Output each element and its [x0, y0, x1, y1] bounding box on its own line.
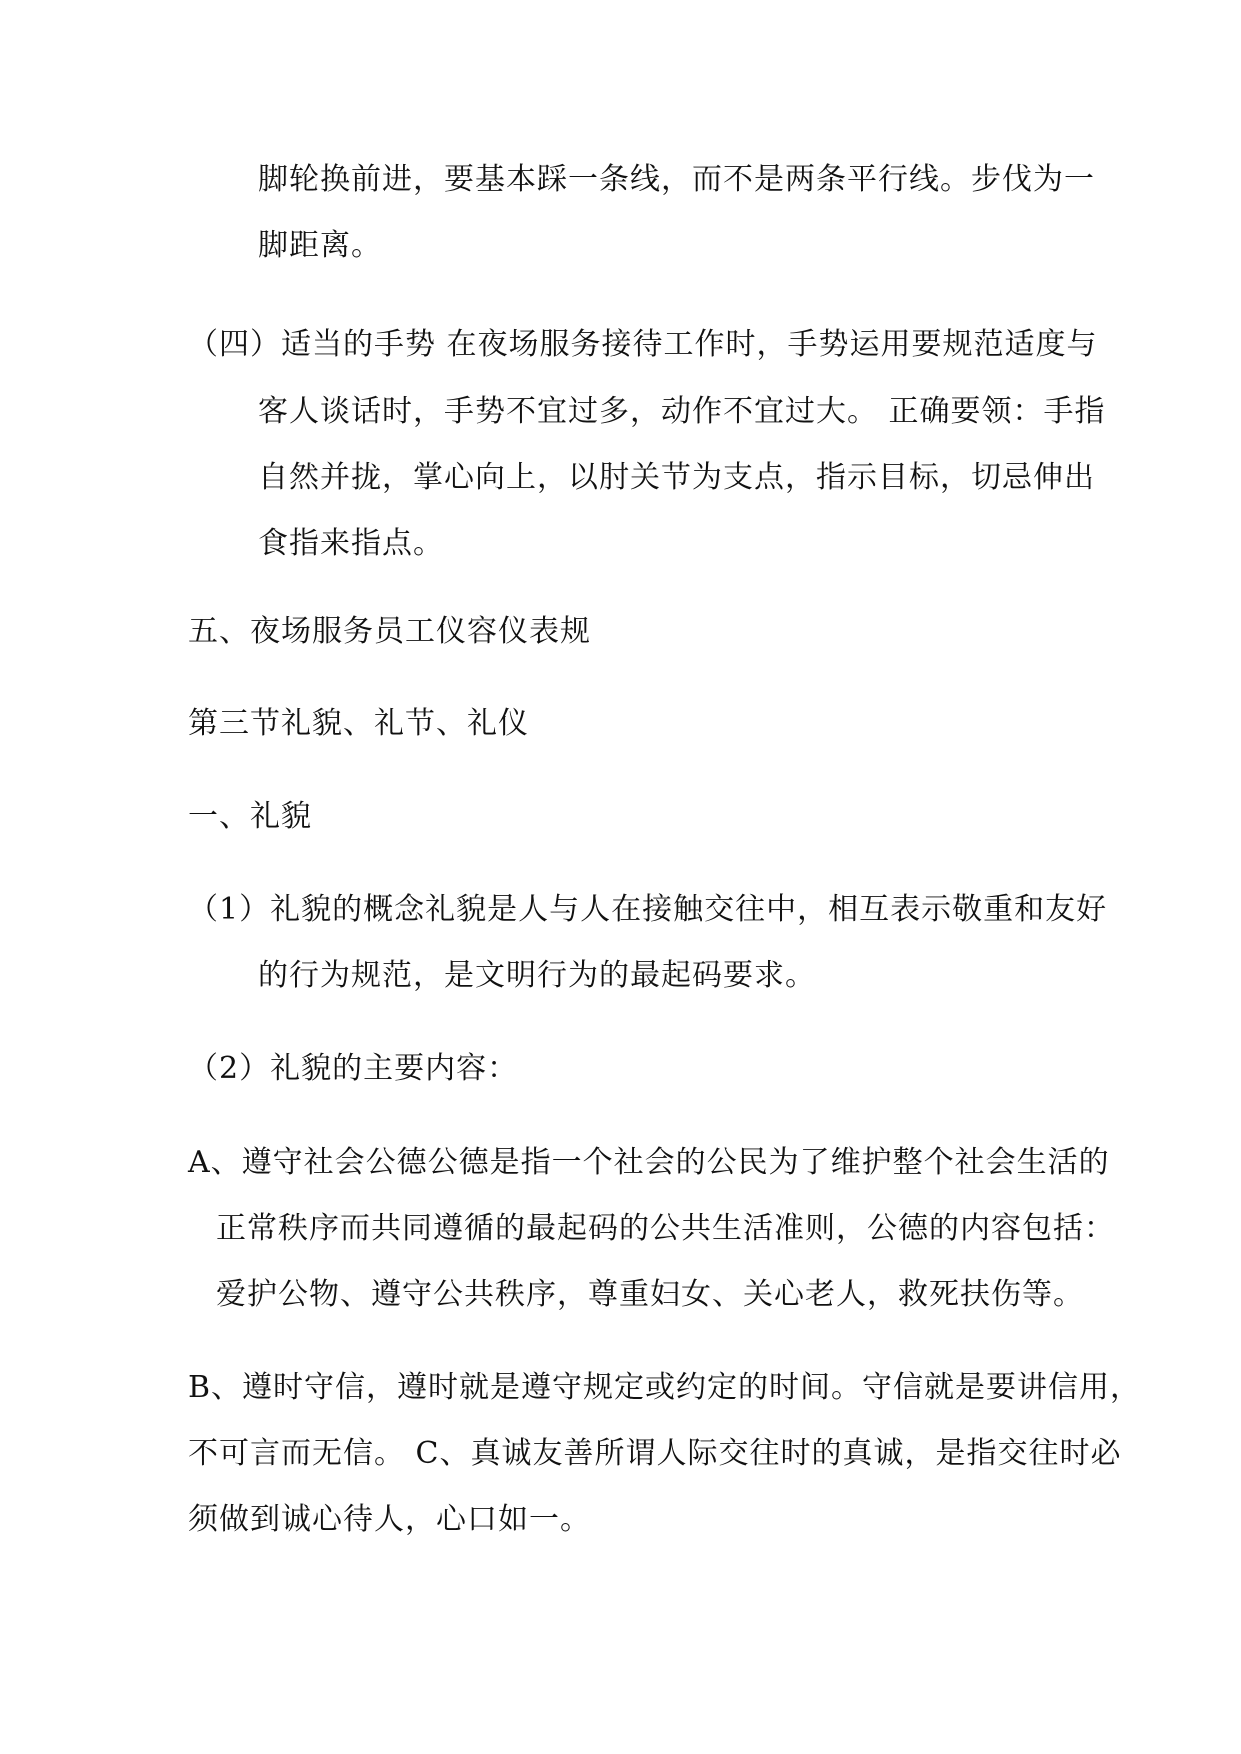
paragraph-public-morality-line-3: 爱护公物、遵守公共秩序，尊重妇女、关心老人，救死扶伤等。	[216, 1277, 1084, 1312]
section-heading-five: 五、夜场服务员工仪容仪表规	[188, 614, 591, 649]
paragraph-gesture-line-4: 食指来指点。	[258, 526, 444, 561]
paragraph-punctuality-line-2: 不可言而无信。 C、真诚友善所谓人际交往时的真诚，是指交往时必	[188, 1436, 1122, 1471]
paragraph-punctuality-line-3: 须做到诚心待人，心口如一。	[188, 1502, 591, 1537]
paragraph-gesture-line-1: （四）适当的手势 在夜场服务接待工作时，手势运用要规范适度与	[188, 327, 1098, 362]
paragraph-content-heading: （2）礼貌的主要内容：	[188, 1051, 519, 1086]
paragraph-walking-line-2: 脚距离。	[258, 228, 382, 263]
paragraph-walking-line-1: 脚轮换前进，要基本踩一条线，而不是两条平行线。步伐为一	[258, 162, 1095, 197]
paragraph-gesture-line-3: 自然并拢，掌心向上，以肘关节为支点，指示目标，切忌伸出	[258, 460, 1095, 495]
section-heading-one: 一、礼貌	[188, 799, 312, 834]
paragraph-public-morality-line-2: 正常秩序而共同遵循的最起码的公共生活准则，公德的内容包括：	[216, 1211, 1115, 1246]
paragraph-concept-line-2: 的行为规范，是文明行为的最起码要求。	[258, 958, 816, 993]
paragraph-public-morality-line-1: A、遵守社会公德公德是指一个社会的公民为了维护整个社会生活的	[188, 1145, 1110, 1180]
paragraph-punctuality-line-1: B、遵时守信，遵时就是遵守规定或约定的时间。守信就是要讲信用，	[188, 1370, 1142, 1405]
section-heading-third: 第三节礼貌、礼节、礼仪	[188, 706, 529, 741]
paragraph-concept-line-1: （1）礼貌的概念礼貌是人与人在接触交往中，相互表示敬重和友好	[188, 892, 1108, 927]
paragraph-gesture-line-2: 客人谈话时，手势不宜过多，动作不宜过大。 正确要领：手指	[258, 394, 1106, 429]
